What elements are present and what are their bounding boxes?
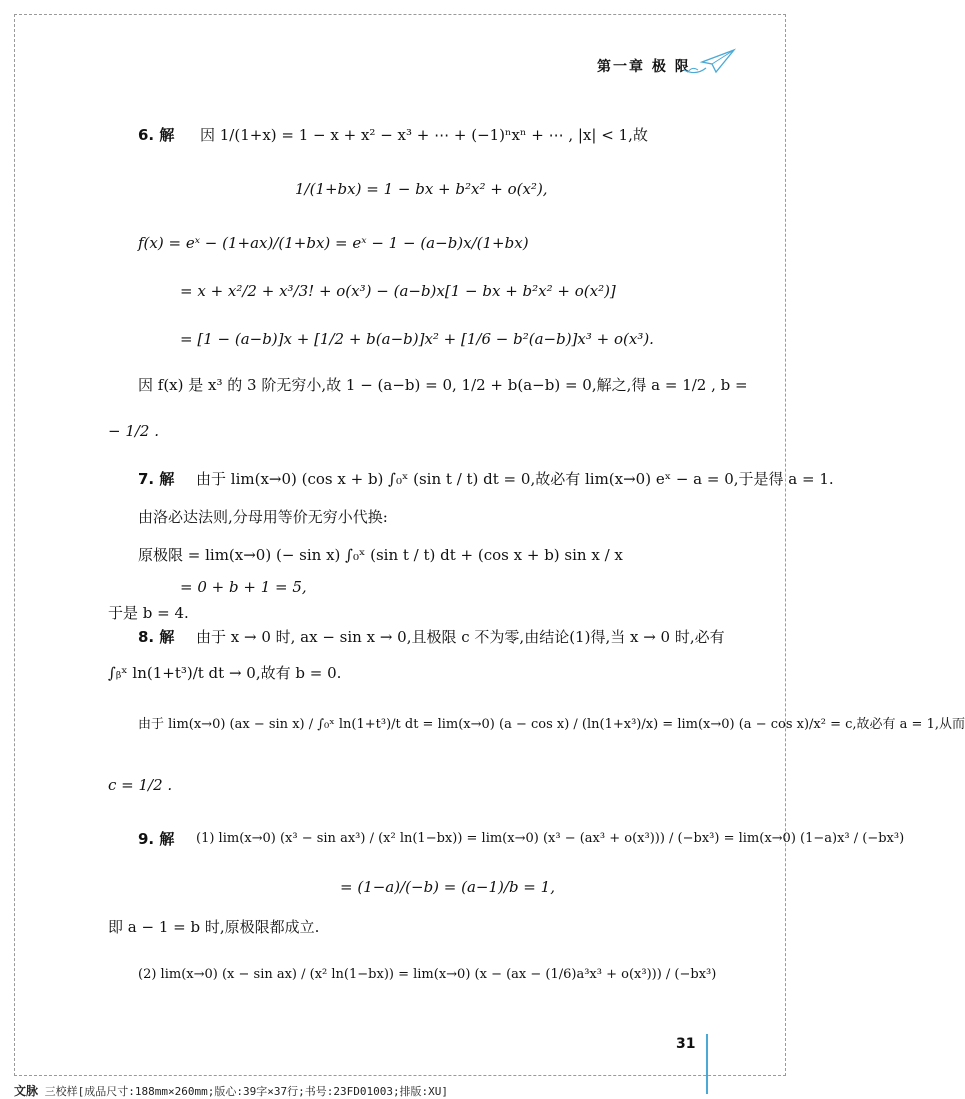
solution-6-line: = [1 − (a−b)]x + [1/2 + b(a−b)]x² + [1/6 − b²(a−b)]x³ + o(x³). (180, 330, 654, 348)
solution-7-line: 由于 lim(x→0) (cos x + b) ∫₀ˣ (sin t / t) dt = 0,故必有 lim(x→0) eˣ − a = 0,于是得 a = 1. (196, 470, 834, 488)
solution-9-line: (2) lim(x→0) (x − sin ax) / (x² ln(1−bx)) = lim(x→0) (x − (ax − (1/6)a³x³ + o(x³))) / (−bx³) (138, 967, 717, 982)
imprint-line (14, 1082, 448, 1099)
solution-8-line: 由于 lim(x→0) (ax − sin x) / ∫₀ˣ ln(1+t³)/t dt = lim(x→0) (a − cos x) / (ln(1+x³)/x) = lim(x→0) (a − cos x)/x² = c,故必有 a = 1,从而 (138, 717, 965, 732)
solution-9-label: 9. 解 (138, 830, 175, 848)
solution-7-line: = 0 + b + 1 = 5, (180, 578, 307, 596)
solution-7-label: 7. 解 (138, 470, 175, 488)
solution-9-line: (1) lim(x→0) (x³ − sin ax³) / (x² ln(1−bx)) = lim(x→0) (x³ − (ax³ + o(x³))) / (−bx³) = lim(x→0) (1−a)x³ / (−bx³) (196, 831, 905, 846)
solution-8-line: c = 1/2 . (108, 776, 173, 794)
solution-7-line: 由洛必达法则,分母用等价无穷小代换: (138, 508, 388, 526)
solution-8-line: ∫ᵦˣ ln(1+t³)/t dt → 0,故有 b = 0. (108, 664, 342, 682)
solution-8-label: 8. 解 (138, 628, 175, 646)
margin-rule (706, 1034, 708, 1094)
solution-6-line: 1/(1+bx) = 1 − bx + b²x² + o(x²), (295, 180, 548, 198)
solution-6-line: − 1/2 . (108, 422, 160, 440)
solution-9-line: = (1−a)/(−b) = (a−1)/b = 1, (340, 878, 555, 896)
solution-7-line: 原极限 = lim(x→0) (− sin x) ∫₀ˣ (sin t / t) dt + (cos x + b) sin x / x (138, 546, 623, 564)
solution-6-line: = x + x²/2 + x³/3! + o(x³) − (a−b)x[1 − bx + b²x² + o(x²)] (180, 282, 616, 300)
page-border (14, 14, 786, 1076)
chapter-header: 第一章 极 限 (597, 59, 691, 75)
solution-9-line: 即 a − 1 = b 时,原极限都成立. (108, 918, 320, 936)
solution-6-line: 因 f(x) 是 x³ 的 3 阶无穷小,故 1 − (a−b) = 0, 1/2 + b(a−b) = 0,解之,得 a = 1/2 , b = (138, 376, 748, 394)
imprint-text: 三校样[成品尺寸:188mm×260mm;版心:39字×37行;书号:23FD01003;排版:XU] (44, 1085, 449, 1098)
paper-plane-icon (680, 48, 736, 78)
brand-mark: 文脉 (14, 1084, 39, 1098)
solution-8-line: 由于 x → 0 时, ax − sin x → 0,且极限 c 不为零,由结论(1)得,当 x → 0 时,必有 (196, 628, 725, 646)
page-number: 31 (676, 1036, 696, 1052)
solution-6-line: 因 1/(1+x) = 1 − x + x² − x³ + ⋯ + (−1)ⁿxⁿ + ⋯ , |x| < 1,故 (200, 126, 648, 144)
solution-6-label: 6. 解 (138, 126, 175, 144)
solution-6-line: f(x) = eˣ − (1+ax)/(1+bx) = eˣ − 1 − (a−b)x/(1+bx) (138, 234, 529, 252)
solution-7-line: 于是 b = 4. (108, 604, 189, 622)
